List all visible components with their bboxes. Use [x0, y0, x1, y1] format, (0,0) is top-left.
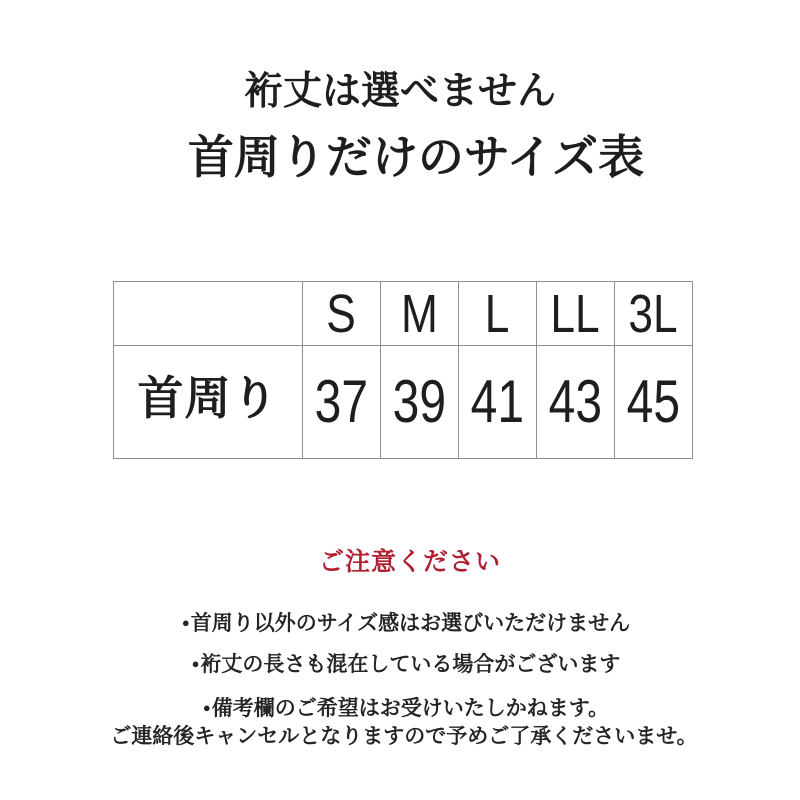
size-column-m: [381, 282, 459, 346]
neck-value-ll-cell: [537, 346, 615, 459]
bullet-icon: ●: [191, 656, 200, 671]
neck-value-l: 41: [470, 368, 525, 435]
bullet-icon: ●: [181, 615, 190, 630]
size-table-header-row: [114, 282, 693, 346]
neck-value-m: 39: [392, 368, 447, 435]
size-table-corner-cell: [114, 282, 303, 346]
neck-value-s: 37: [314, 368, 369, 435]
size-label-3l: 3L: [628, 283, 679, 344]
bullet-icon: ●: [202, 700, 211, 715]
notice-bullet-1-text: 首周り以外のサイズ感はお選びいただけません: [190, 612, 631, 635]
neck-row-label-cell: [114, 346, 303, 459]
notice-bullet-3-text: 備考欄のご希望はお受けいたしかねます。: [211, 697, 610, 720]
size-label-ll: LL: [550, 283, 601, 344]
notice-footnote: ご連絡後キャンセルとなりますので予めご了承くださいませ。: [110, 725, 698, 748]
notice-bullet-2-text: 裄丈の長さも混在している場合がございます: [200, 653, 621, 676]
size-label-m: M: [401, 283, 438, 344]
notice-bullet-3: [6, 694, 800, 722]
size-column-s: [303, 282, 381, 346]
neck-size-row: [114, 346, 693, 459]
neck-value-3l: 45: [626, 368, 681, 435]
neck-value-m-cell: [381, 346, 459, 459]
neck-value-ll: 43: [548, 368, 603, 435]
size-label-l: L: [485, 283, 510, 344]
neck-row-label: 首周り: [137, 372, 279, 424]
size-label-s: S: [326, 283, 357, 344]
size-column-l: [459, 282, 537, 346]
notice-heading: ご注意ください: [318, 548, 501, 576]
notice-bullet-1: [6, 609, 800, 637]
neck-value-3l-cell: [615, 346, 693, 459]
neck-value-l-cell: [459, 346, 537, 459]
title-subline: 裄丈は選べません: [243, 70, 556, 113]
neck-value-s-cell: [303, 346, 381, 459]
size-table: [113, 281, 693, 459]
page-title: 首周りだけのサイズ表: [187, 131, 645, 183]
size-column-ll: [537, 282, 615, 346]
size-column-3l: [615, 282, 693, 346]
notice-bullet-2: [6, 650, 800, 678]
